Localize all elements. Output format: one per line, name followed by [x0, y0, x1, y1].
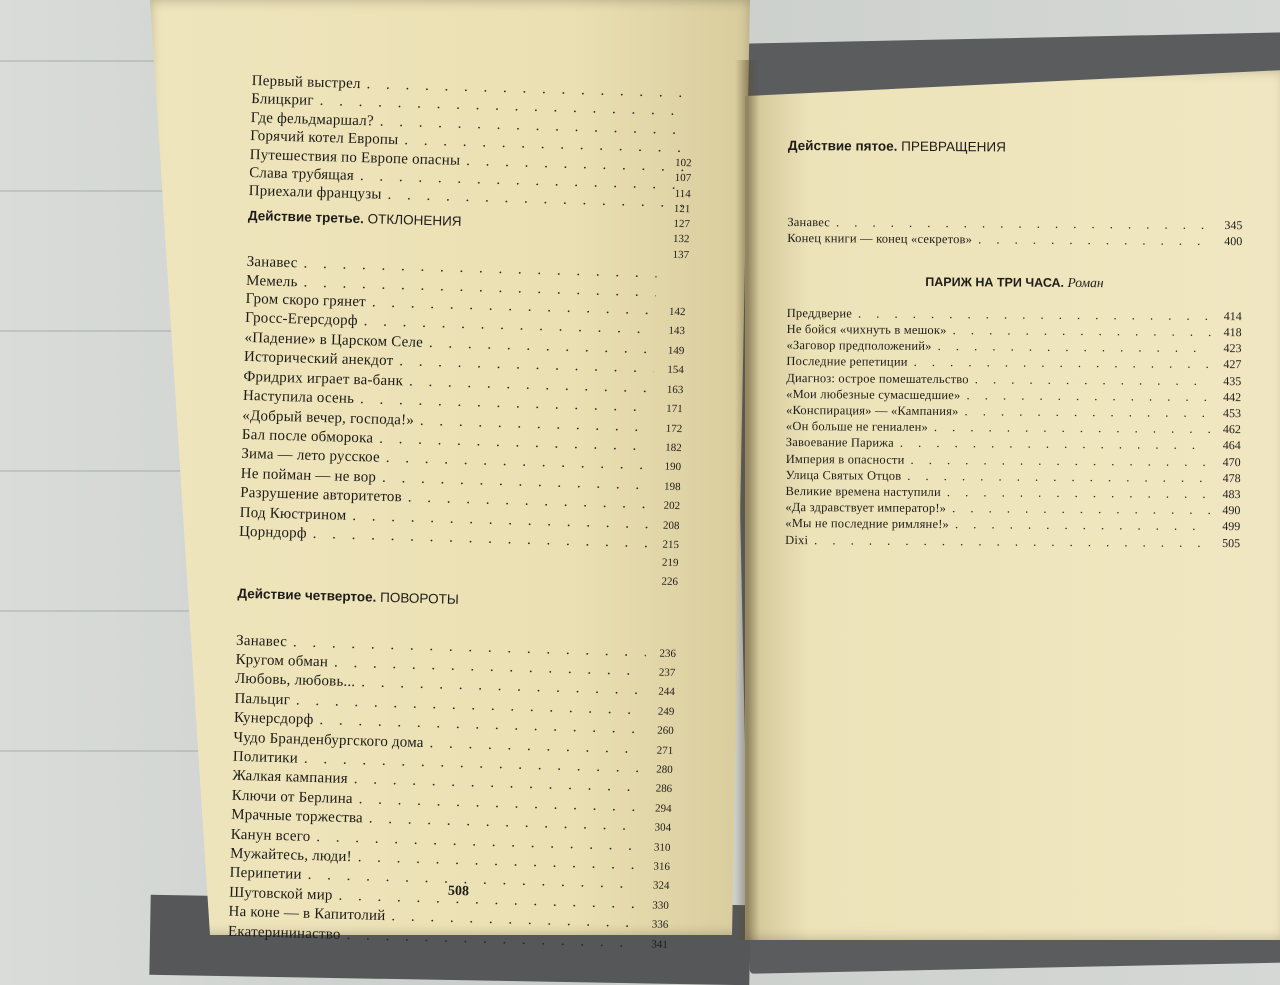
page-number: 464: [1222, 438, 1241, 453]
toc-entry-title: Разрушение авторитетов: [240, 484, 403, 506]
page-number: 198: [663, 480, 681, 493]
page-number: 330: [652, 899, 670, 912]
toc-entry-title: Первый выстрел: [251, 72, 361, 93]
novel-genre: Роман: [1067, 274, 1104, 290]
leader-dots: [978, 232, 1212, 250]
book-gutter: [735, 60, 760, 940]
page-number: 142: [668, 305, 686, 319]
page-number: 341: [651, 938, 668, 951]
toc-entry-title: Ключи от Берлина: [231, 787, 353, 807]
page-number: 505: [1222, 535, 1241, 550]
page-number: 249: [657, 705, 675, 718]
page-number: 345: [1224, 218, 1243, 233]
toc-entry-title: «Да здравствует император!»: [785, 500, 947, 516]
page-number: 400: [1224, 234, 1243, 249]
leader-dots: [952, 500, 1210, 518]
page-number: 127: [673, 218, 691, 231]
toc-entry-title: Мужайтесь, люди!: [229, 845, 353, 866]
section-prefix: Действие четвертое.: [237, 585, 377, 605]
toc-entry-title: Кунерсдорф: [233, 709, 314, 729]
page-number: 237: [658, 666, 676, 680]
toc-entry-title: «Падение» в Царском Селе: [244, 329, 424, 351]
page-number: 121: [673, 202, 691, 216]
toc-entry-title: Великие времена наступили: [785, 484, 941, 500]
leader-dots: [934, 419, 1211, 437]
toc-entry-title: Канун всего: [230, 826, 311, 845]
toc-entry-title: Зима — лето русское: [241, 446, 381, 467]
toc-entry-title: Перипетии: [229, 865, 302, 884]
page-number: 304: [654, 821, 672, 835]
toc-group-2: [785, 305, 1242, 551]
toc-entry-title: На коне — в Капитолий: [228, 903, 386, 925]
toc-entry-title: Гром скоро грянет: [245, 290, 367, 311]
leader-dots: [814, 532, 1210, 551]
page-number: 107: [674, 172, 692, 185]
page-number: 435: [1223, 373, 1242, 388]
toc-entry: [785, 532, 1240, 551]
toc-entry-title: Занавес: [235, 632, 288, 650]
leader-dots: [955, 517, 1210, 535]
section-name: ПРЕВРАЩЕНИЯ: [901, 138, 1006, 155]
page-number: 423: [1223, 341, 1242, 356]
section-prefix: Действие третье.: [247, 207, 365, 227]
page-number: 470: [1222, 454, 1241, 469]
page-number: 172: [665, 422, 683, 435]
section-heading: [788, 138, 1243, 157]
toc-entry-title: Завоевание Парижа: [785, 435, 894, 451]
toc-entry-title: Пальциг: [234, 690, 291, 709]
toc-group-1: [787, 214, 1242, 250]
page-number: 236: [659, 647, 677, 660]
toc-entry-title: Наступила осень: [242, 387, 355, 408]
section-prefix: Действие пятое.: [787, 137, 898, 154]
page-number: [662, 296, 686, 297]
toc-entry-title: Где фельдмаршал?: [250, 109, 375, 130]
page-number: 483: [1222, 487, 1241, 502]
section-name: ОТКЛОНЕНИЯ: [367, 211, 462, 229]
right-page-contents: [785, 132, 1243, 551]
toc-entry-title: Занавес: [787, 215, 831, 230]
toc-entry-title: Мемель: [245, 272, 298, 291]
page-number: 208: [662, 519, 680, 532]
toc-entry-title: «Мы не последние римляне!»: [785, 516, 950, 532]
toc-entry-title: «Он больше не гениален»: [785, 419, 929, 435]
leader-dots: [964, 403, 1211, 421]
page-number: 294: [654, 802, 672, 815]
toc-entry: [787, 230, 1242, 249]
toc-entry-title: Горячий котел Европы: [249, 128, 399, 149]
page-number: 442: [1223, 389, 1242, 404]
leader-dots: [953, 322, 1212, 340]
toc-entry-title: Шутовской мир: [228, 884, 333, 904]
page-number: 414: [1223, 308, 1242, 323]
toc-entry-title: Улица Святых Отцов: [785, 467, 902, 483]
page-number: 336: [651, 918, 669, 932]
page-number: 427: [1223, 357, 1242, 372]
toc-entry-title: «Добрый вечер, господа!»: [242, 407, 415, 429]
toc-entry-title: Цорндорф: [238, 523, 307, 542]
page-number: 182: [665, 441, 682, 455]
leader-dots: [947, 484, 1211, 502]
page-number: 226: [661, 575, 679, 588]
page-number: 280: [656, 763, 673, 777]
page-number: 499: [1222, 519, 1241, 534]
toc-entry-title: Бал после обморока: [241, 426, 374, 447]
toc-entry-title: Гросс-Егерсдорф: [244, 310, 359, 330]
leader-dots: [975, 371, 1212, 389]
page-number: 260: [657, 724, 674, 738]
page-number: 202: [663, 499, 681, 513]
toc-entry-title: Путешествия по Европе опасны: [249, 146, 461, 169]
toc-entry-title: Любовь, любовь...: [234, 671, 356, 691]
novel-heading: [787, 273, 1242, 292]
toc-entry-title: Занавес: [246, 254, 298, 272]
section-heading: [237, 585, 677, 616]
toc-entry-title: «Конспирация» — «Кампания»: [786, 403, 959, 419]
page-number: 219: [661, 556, 679, 570]
toc-entry-title: «Мои любезные сумасшедшие»: [786, 386, 961, 403]
page-number: 478: [1222, 470, 1241, 486]
toc-entry-title: Не пойман — не вор: [240, 465, 377, 486]
left-page-contents: [228, 72, 692, 954]
page-number: 137: [672, 248, 690, 262]
toc-entry-title: Фридрих играет ва-банк: [243, 368, 404, 390]
novel-title: ПАРИЖ НА ТРИ ЧАСА.: [925, 274, 1065, 290]
page-number: 171: [666, 402, 683, 416]
toc-entry-title: Dixi: [785, 532, 809, 547]
page-number: 490: [1222, 503, 1241, 518]
toc-entry-title: Екатерининаство: [227, 923, 341, 943]
toc-entry-title: Кругом обман: [235, 651, 329, 671]
toc-group-2: [238, 253, 687, 591]
toc-entry-title: Не бойся «чихнуть в мешок»: [786, 322, 947, 338]
leader-dots: [938, 338, 1212, 356]
page-number: 163: [666, 383, 684, 396]
page-number: 316: [653, 860, 671, 874]
toc-entry-title: Блицкриг: [251, 91, 314, 110]
page-number: 418: [1223, 325, 1242, 340]
toc-entry-title: Мрачные торжества: [231, 806, 364, 827]
page-number: 149: [667, 344, 685, 358]
page-numbers-column: [672, 156, 691, 263]
leader-dots: [966, 387, 1211, 405]
toc-entry-title: Политики: [232, 748, 299, 767]
toc-entry-title: Приехали французы: [248, 183, 382, 204]
page-number: 286: [655, 782, 673, 796]
page-number: 143: [668, 325, 686, 338]
page-number: [662, 278, 686, 279]
page-number: 102: [674, 156, 692, 170]
page-number: 114: [674, 187, 691, 200]
section-name: ПОВОРОТЫ: [379, 589, 459, 608]
page-number: 271: [656, 744, 674, 757]
section-heading: [247, 207, 691, 238]
page-number: 190: [664, 460, 682, 474]
toc-entry-title: «Заговор предположений»: [786, 338, 932, 354]
toc-entry-title: Исторический анекдот: [243, 349, 394, 370]
toc-entry-title: Империя в опасности: [785, 451, 905, 467]
page-number: 310: [653, 841, 671, 854]
toc-entry-title: Чудо Бранденбургского дома: [233, 729, 424, 751]
toc-entry-title: Конец книги — конец «секретов»: [787, 231, 973, 247]
toc-entry-title: Жалкая кампания: [232, 768, 349, 788]
page-number: 215: [662, 538, 680, 552]
toc-entry-title: Преддверие: [786, 305, 853, 321]
toc-entry-title: Последние репетиции: [786, 354, 908, 370]
toc-entry-title: Диагноз: острое помешательство: [786, 370, 969, 386]
page-number: 453: [1222, 406, 1242, 421]
toc-group-3: [228, 631, 676, 954]
page-number: 324: [652, 879, 670, 893]
page-number: 154: [667, 363, 685, 377]
toc-entry-title: Под Кюстрином: [239, 504, 347, 524]
page-number: 132: [672, 233, 690, 246]
page-folio: 508: [447, 883, 470, 900]
page-number: 244: [658, 685, 676, 699]
toc-entry-title: Слава трубящая: [248, 164, 355, 184]
page-number: 462: [1222, 422, 1241, 437]
